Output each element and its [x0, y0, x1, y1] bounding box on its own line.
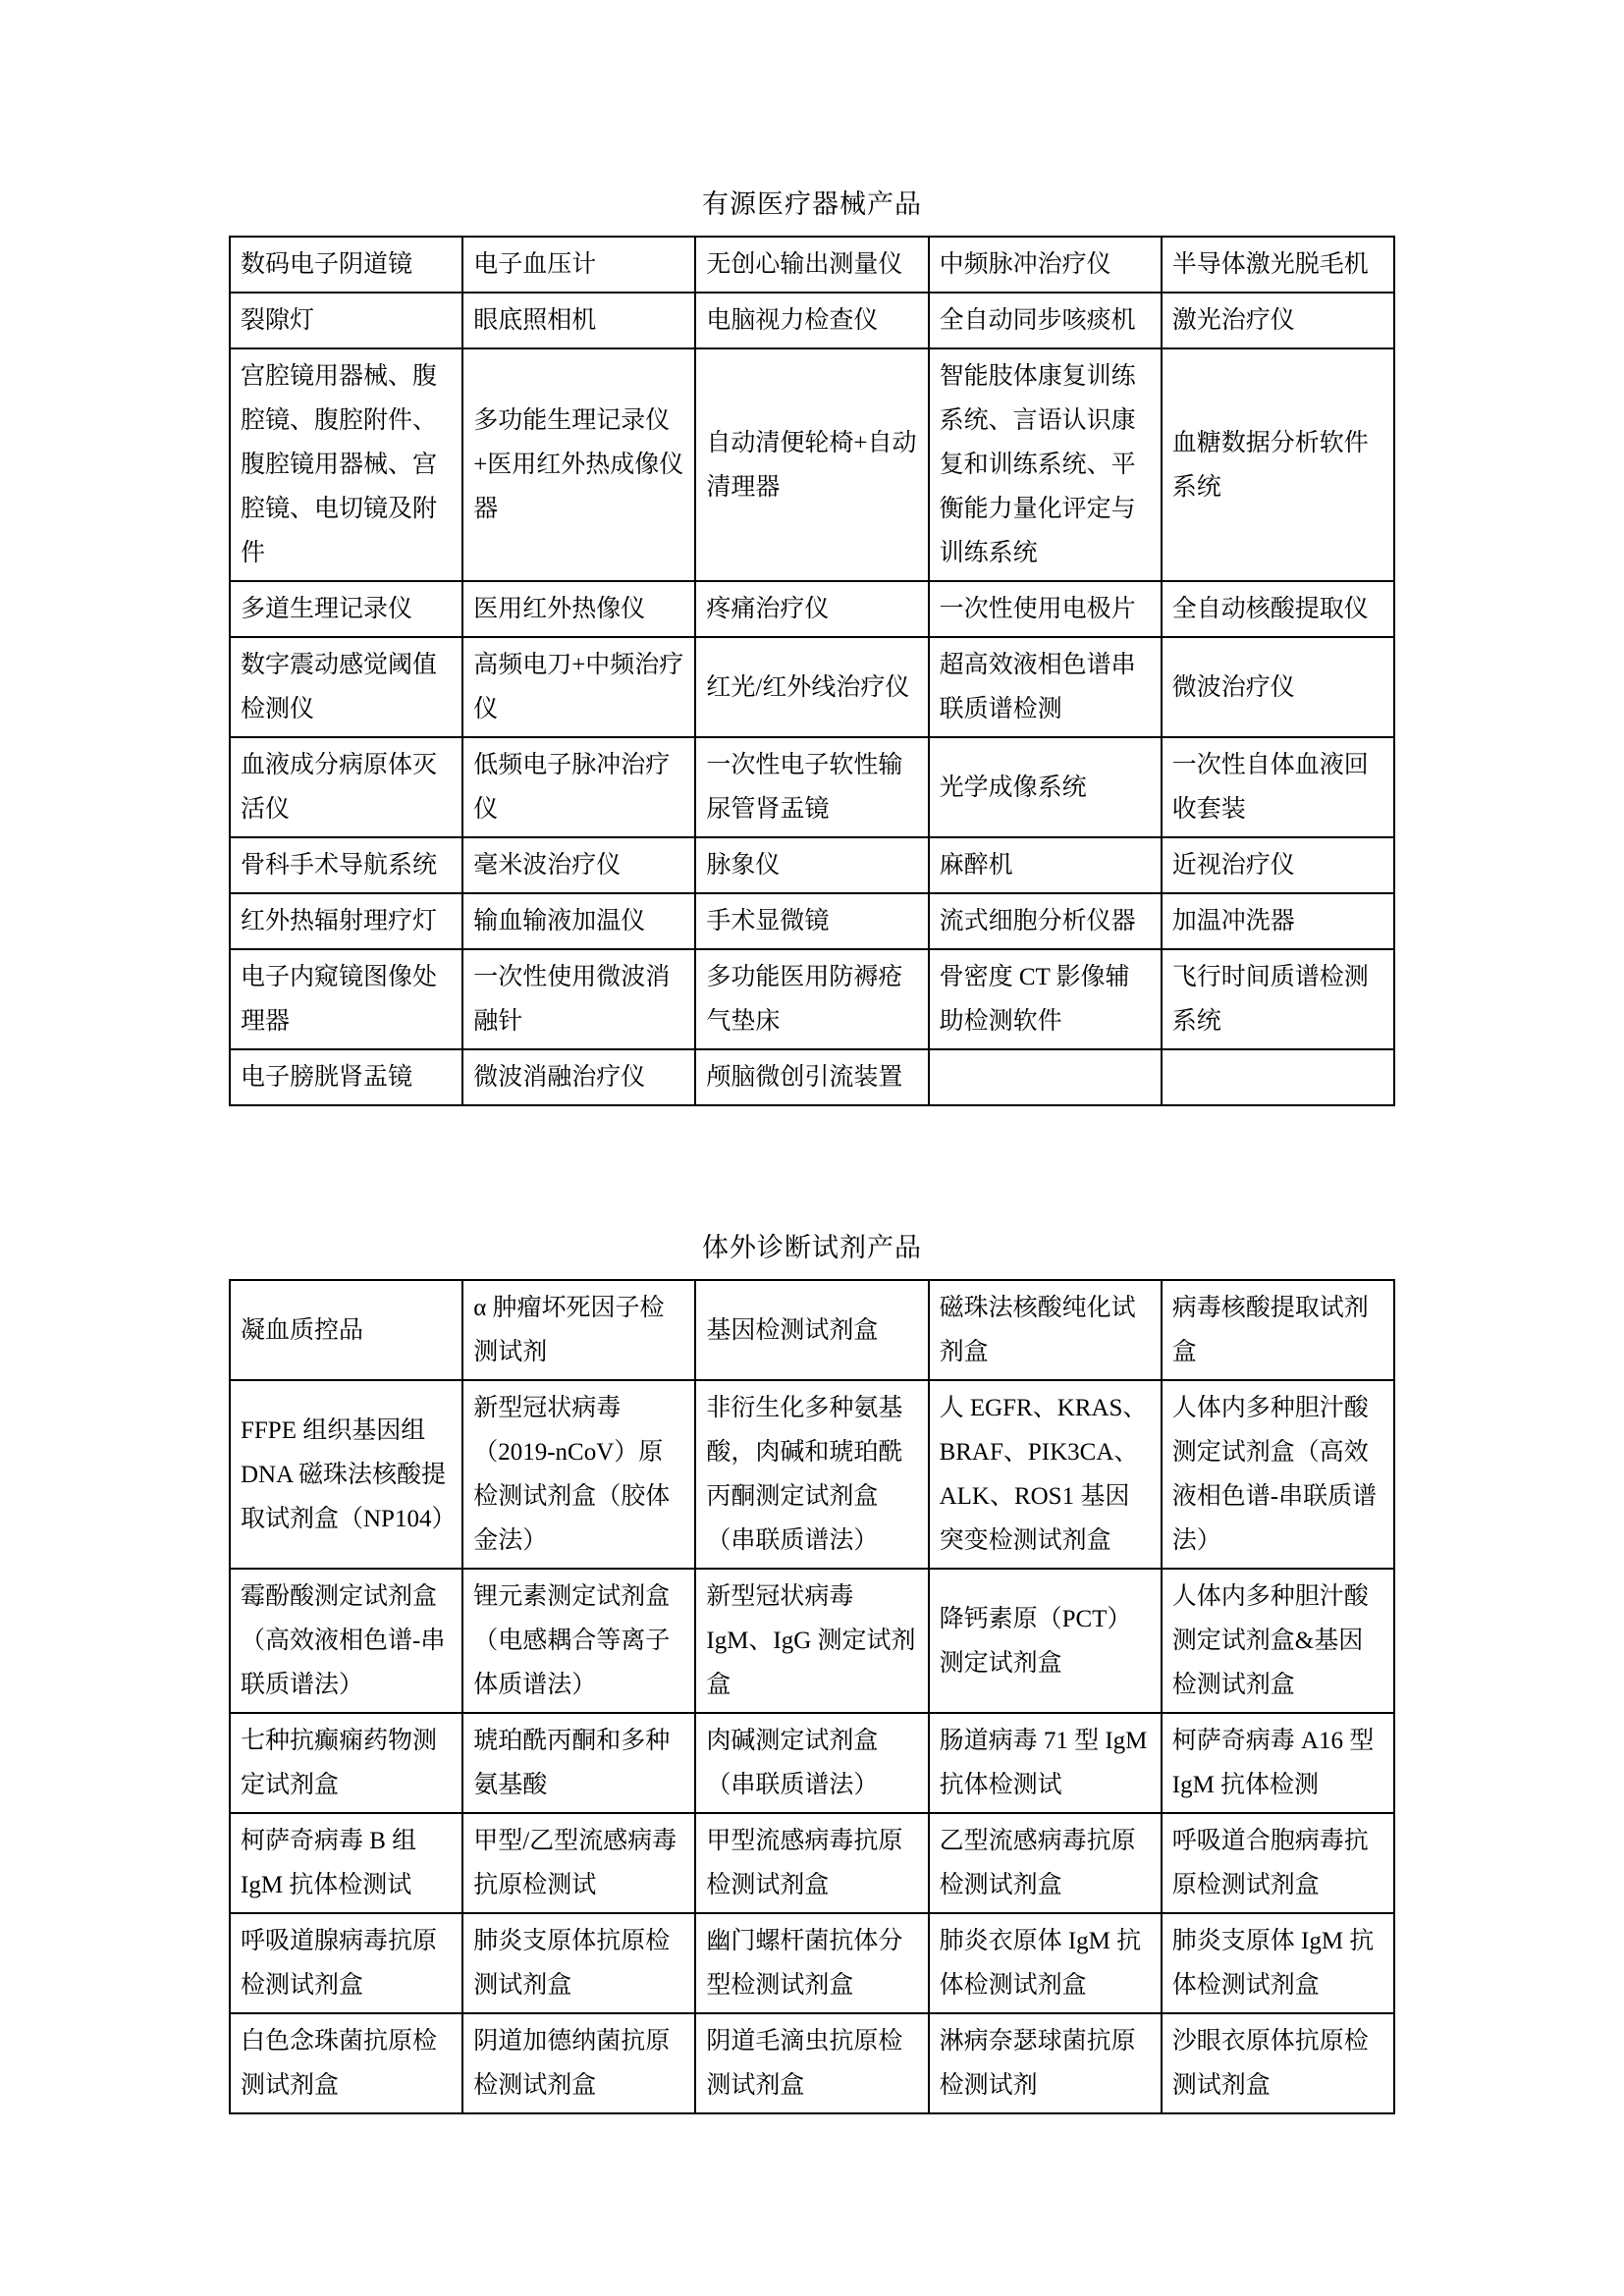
table-cell: 低频电子脉冲治疗仪	[462, 737, 695, 837]
table-row	[230, 2013, 1394, 2113]
table-cell: 锂元素测定试剂盒（电感耦合等离子体质谱法）	[462, 1569, 695, 1713]
table-cell: 降钙素原（PCT）测定试剂盒	[929, 1569, 1162, 1713]
active-devices-table	[229, 236, 1395, 1106]
table-row	[230, 1569, 1394, 1713]
table-cell: 超高效液相色谱串联质谱检测	[929, 637, 1162, 737]
table-cell: 骨密度 CT 影像辅助检测软件	[929, 949, 1162, 1049]
table-row	[230, 637, 1394, 737]
ivd-reagents-table-title: 体外诊断试剂产品	[702, 1233, 922, 1262]
table-cell: 眼底照相机	[462, 293, 695, 348]
table-cell: 近视治疗仪	[1162, 837, 1394, 893]
table-cell: 呼吸道腺病毒抗原检测试剂盒	[230, 1913, 462, 2013]
table-cell: 脉象仪	[695, 837, 928, 893]
table-cell: α 肿瘤坏死因子检测试剂	[462, 1280, 695, 1380]
document-page	[229, 0, 1395, 2114]
active-devices-table-title: 有源医疗器械产品	[702, 189, 922, 219]
table-cell: 疼痛治疗仪	[695, 581, 928, 637]
table-cell: 凝血质控品	[230, 1280, 462, 1380]
table-cell: 柯萨奇病毒 B 组 IgM 抗体检测试	[230, 1813, 462, 1913]
table-cell: 电子血压计	[462, 237, 695, 293]
table-row	[230, 949, 1394, 1049]
table-row	[230, 737, 1394, 837]
table-cell: 微波治疗仪	[1162, 637, 1394, 737]
table-cell: 琥珀酰丙酮和多种氨基酸	[462, 1713, 695, 1813]
ivd-reagents-table	[229, 1279, 1395, 2114]
table-cell: 无创心输出测量仪	[695, 237, 928, 293]
table-cell: 多功能生理记录仪+医用红外热成像仪器	[462, 348, 695, 581]
table-cell: 肺炎支原体抗原检测试剂盒	[462, 1913, 695, 2013]
table-cell: 沙眼衣原体抗原检测试剂盒	[1162, 2013, 1394, 2113]
table-row	[230, 237, 1394, 293]
table-cell: 人体内多种胆汁酸测定试剂盒（高效液相色谱-串联质谱法）	[1162, 1380, 1394, 1569]
table-cell: 自动清便轮椅+自动清理器	[695, 348, 928, 581]
table-cell: 七种抗癫痫药物测定试剂盒	[230, 1713, 462, 1813]
table-cell: 激光治疗仪	[1162, 293, 1394, 348]
table-cell	[1162, 1049, 1394, 1105]
table-cell: 宫腔镜用器械、腹腔镜、腹腔附件、腹腔镜用器械、宫腔镜、电切镜及附件	[230, 348, 462, 581]
table-cell: 加温冲洗器	[1162, 893, 1394, 949]
table-row	[230, 1380, 1394, 1569]
table-cell: 霉酚酸测定试剂盒（高效液相色谱-串联质谱法）	[230, 1569, 462, 1713]
table-cell: 白色念珠菌抗原检测试剂盒	[230, 2013, 462, 2113]
table-cell: 磁珠法核酸纯化试剂盒	[929, 1280, 1162, 1380]
table-cell: 颅脑微创引流装置	[695, 1049, 928, 1105]
table-cell: 数字震动感觉阈值检测仪	[230, 637, 462, 737]
table-cell: 一次性自体血液回收套装	[1162, 737, 1394, 837]
table-cell: 高频电刀+中频治疗仪	[462, 637, 695, 737]
table-cell: 新型冠状病毒（2019-nCoV）原检测试剂盒（胶体金法）	[462, 1380, 695, 1569]
table-cell: 新型冠状病毒 IgM、IgG 测定试剂盒	[695, 1569, 928, 1713]
table-cell: 一次性电子软性输尿管肾盂镜	[695, 737, 928, 837]
table-cell: 毫米波治疗仪	[462, 837, 695, 893]
table-cell: 甲型流感病毒抗原检测试剂盒	[695, 1813, 928, 1913]
table-cell: 中频脉冲治疗仪	[929, 237, 1162, 293]
table-cell: 病毒核酸提取试剂盒	[1162, 1280, 1394, 1380]
table-row	[230, 581, 1394, 637]
table-cell: 全自动同步咳痰机	[929, 293, 1162, 348]
table-cell: 人 EGFR、KRAS、BRAF、PIK3CA、ALK、ROS1 基因突变检测试剂盒	[929, 1380, 1162, 1569]
table-cell: 阴道加德纳菌抗原检测试剂盒	[462, 2013, 695, 2113]
table-cell: 一次性使用微波消融针	[462, 949, 695, 1049]
table-cell: 光学成像系统	[929, 737, 1162, 837]
table-cell: 全自动核酸提取仪	[1162, 581, 1394, 637]
table-cell: 电子内窥镜图像处理器	[230, 949, 462, 1049]
table-cell: 非衍生化多种氨基酸，肉碱和琥珀酰丙酮测定试剂盒（串联质谱法）	[695, 1380, 928, 1569]
table-cell: 飞行时间质谱检测系统	[1162, 949, 1394, 1049]
table-row	[230, 1813, 1394, 1913]
table-cell: 智能肢体康复训练系统、言语认识康复和训练系统、平衡能力量化评定与训练系统	[929, 348, 1162, 581]
table-cell: 多道生理记录仪	[230, 581, 462, 637]
table-cell: 乙型流感病毒抗原检测试剂盒	[929, 1813, 1162, 1913]
table-cell: 肉碱测定试剂盒（串联质谱法）	[695, 1713, 928, 1813]
table-cell: 甲型/乙型流感病毒抗原检测试	[462, 1813, 695, 1913]
table-cell: 阴道毛滴虫抗原检测试剂盒	[695, 2013, 928, 2113]
table-cell: 麻醉机	[929, 837, 1162, 893]
table-row	[230, 1280, 1394, 1380]
table-row	[230, 348, 1394, 581]
table-cell: 电子膀胱肾盂镜	[230, 1049, 462, 1105]
table-row	[230, 1049, 1394, 1105]
table-cell: 红光/红外线治疗仪	[695, 637, 928, 737]
table-cell: 柯萨奇病毒 A16 型 IgM 抗体检测	[1162, 1713, 1394, 1813]
table-row	[230, 1913, 1394, 2013]
table-cell: 输血输液加温仪	[462, 893, 695, 949]
table-cell: 肺炎支原体 IgM 抗体检测试剂盒	[1162, 1913, 1394, 2013]
table-cell: 一次性使用电极片	[929, 581, 1162, 637]
table-cell: 淋病奈瑟球菌抗原检测试剂	[929, 2013, 1162, 2113]
table-cell: 骨科手术导航系统	[230, 837, 462, 893]
table-cell: 人体内多种胆汁酸测定试剂盒&基因检测试剂盒	[1162, 1569, 1394, 1713]
table-row	[230, 293, 1394, 348]
table-cell: 手术显微镜	[695, 893, 928, 949]
table-cell: 微波消融治疗仪	[462, 1049, 695, 1105]
table-row	[230, 1713, 1394, 1813]
table-cell: 肠道病毒 71 型 IgM 抗体检测试	[929, 1713, 1162, 1813]
table-cell: 基因检测试剂盒	[695, 1280, 928, 1380]
table-cell: 电脑视力检查仪	[695, 293, 928, 348]
table-cell: 医用红外热像仪	[462, 581, 695, 637]
table-cell: 幽门螺杆菌抗体分型检测试剂盒	[695, 1913, 928, 2013]
table-cell: 血糖数据分析软件系统	[1162, 348, 1394, 581]
table-row	[230, 893, 1394, 949]
table-cell: 红外热辐射理疗灯	[230, 893, 462, 949]
table-row	[230, 837, 1394, 893]
table-cell: 血液成分病原体灭活仪	[230, 737, 462, 837]
table-cell: 数码电子阴道镜	[230, 237, 462, 293]
table-cell: 流式细胞分析仪器	[929, 893, 1162, 949]
table-cell: FFPE 组织基因组 DNA 磁珠法核酸提取试剂盒（NP104）	[230, 1380, 462, 1569]
table-cell: 多功能医用防褥疮气垫床	[695, 949, 928, 1049]
table-cell: 裂隙灯	[230, 293, 462, 348]
table-cell: 半导体激光脱毛机	[1162, 237, 1394, 293]
table-cell	[929, 1049, 1162, 1105]
table-cell: 肺炎衣原体 IgM 抗体检测试剂盒	[929, 1913, 1162, 2013]
table-cell: 呼吸道合胞病毒抗原检测试剂盒	[1162, 1813, 1394, 1913]
